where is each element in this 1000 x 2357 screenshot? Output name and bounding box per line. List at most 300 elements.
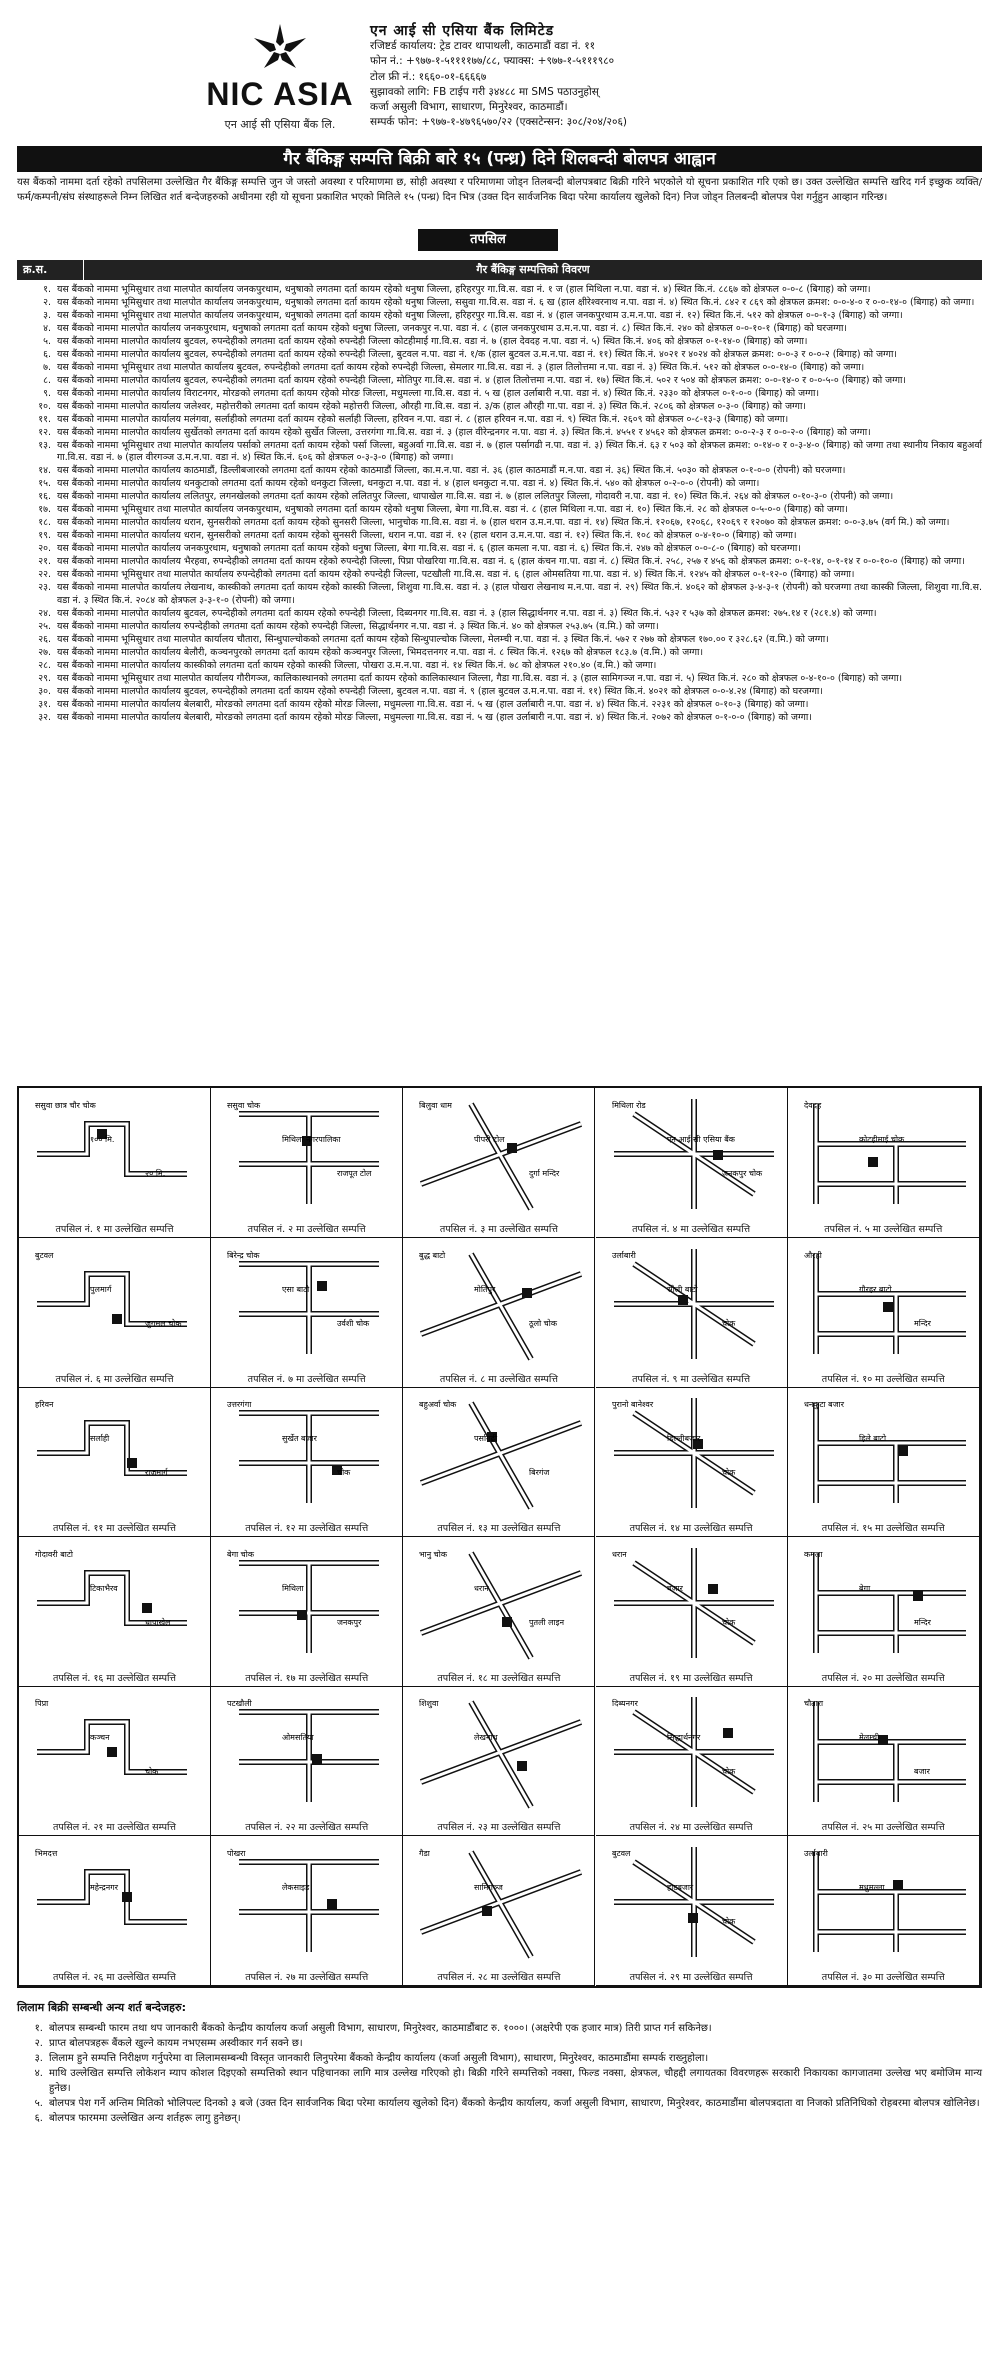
row-description: यस बैंकको नाममा मालपोत कार्यालय कास्कीको लगतमा दर्ता कायम रहेको कास्की जिल्ला, पोखरा उ.म.न.पा. वडा नं. १४ स्थित कि.नं. ७८ को क्षेत्रफल २१०.४० (व.मि.) को जग्गा।	[57, 659, 657, 671]
map-drawing	[796, 1244, 972, 1362]
row-number: २८.	[38, 659, 51, 671]
map-label: ससुवा छात्र चौर चोक	[35, 1101, 96, 1110]
map-label: कमला	[803, 1549, 823, 1559]
map-label: उर्लाबारी	[803, 1849, 828, 1858]
map-label: जनकपुर चोक	[721, 1169, 762, 1178]
map-drawing	[219, 1842, 395, 1960]
row-number: २४.	[38, 607, 51, 619]
map-drawing	[411, 1842, 587, 1960]
table-row	[17, 621, 982, 634]
table-row	[17, 414, 982, 427]
location-map	[211, 1537, 403, 1687]
road-line-inner	[421, 1403, 581, 1508]
info-line: कर्जा असुली विभाग, साधारण, मिनुरेश्वर, काठमाडौं।	[370, 101, 568, 114]
map-drawing	[604, 1842, 780, 1960]
map-label: राजमार्ग	[145, 1468, 168, 1478]
row-number: ६.	[43, 348, 51, 360]
row-description: यस बैंकको नाममा भूमिसुधार तथा मालपोत कार्यालय पर्साको लगतमा दर्ता कायम रहेको पर्सा जिल्ला, बहुअर्वा गा.वि.स. वडा नं. ७ (हाल पर्सागढी न.पा. वडा नं. ३) स्थित कि.नं. ६३ र ५०३ को क्षेत्रफल क्रमश: ०-१४-० र ०-३-४-० (बिगाह) को जग्गा तथा स्थानीय निकाय बहुअर्वा गा.वि.स. वडा नं. ७ (हाल वीरगञ्ज उ.म.न.पा. वडा नं. ४) स्थित कि.नं. ६०६ को क्षेत्रफल ०-३-३-० (बिगाह) को जग्गा।	[57, 439, 982, 464]
row-description: यस बैंकको नाममा मालपोत कार्यालय धनकुटाको लगतमा दर्ता कायम रहेको धनकुटा जिल्ला, धनकुटा न.पा. वडा नं. ४ (हाल धनकुटा न.पा. वडा नं. ४) स्थित कि.नं. ५४० को क्षेत्रफल ०-२-०-० (रोपनी) को जग्गा।	[57, 478, 760, 490]
property-marker-icon	[297, 1610, 307, 1620]
bank-logo	[205, 22, 354, 132]
road-line-inner	[816, 1852, 966, 1952]
location-map	[19, 1088, 211, 1238]
property-marker-icon	[107, 1747, 117, 1757]
term-item	[17, 2051, 982, 2066]
term-number: ३.	[34, 2053, 43, 2064]
table-row	[17, 608, 982, 621]
map-label: बजार	[913, 1767, 930, 1777]
table-row	[17, 673, 982, 686]
term-item	[17, 2096, 982, 2111]
map-drawing	[411, 1393, 587, 1511]
row-description: यस बैंकको नाममा मालपोत कार्यालय धरान, सुनसरीको लगतमा दर्ता कायम रहेको सुनसरी जिल्ला, धरान न.पा. वडा नं. १२ (हाल धरान उ.म.न.पा. वडा नं. १२) स्थित कि.नं. १०८ को क्षेत्रफल ०-४-१०-० (बिगाह) को जग्गा।	[57, 530, 797, 542]
road-line-inner	[611, 1249, 774, 1359]
map-label: शिशुवा	[419, 1699, 439, 1709]
logo-wordmark: NIC ASIA	[206, 76, 354, 112]
road-line-inner	[421, 1254, 581, 1359]
map-caption: तपसिल नं. २६ मा उल्लेखित सम्पत्ति	[53, 1972, 176, 1983]
row-number: १२.	[38, 426, 51, 438]
road-line	[816, 1852, 966, 1952]
location-map	[211, 1686, 403, 1836]
table-row	[17, 427, 982, 440]
map-label: टिकाभैरव	[90, 1583, 118, 1593]
map-label: लेखनाथ	[474, 1733, 498, 1743]
map-label: पुलमार्ग	[90, 1284, 112, 1294]
map-caption: तपसिल नं. ५ मा उल्लेखित सम्पत्ति	[824, 1224, 943, 1235]
location-map	[596, 1387, 788, 1537]
map-label: १०० मि.	[90, 1135, 115, 1144]
row-number: २.	[43, 296, 51, 308]
term-item	[17, 2111, 982, 2126]
map-label: लेकसाइड	[282, 1883, 310, 1892]
road-line-inner	[611, 1847, 774, 1957]
road-line-inner	[37, 1573, 187, 1623]
column-header-description: गैर बैंकिङ्ग सम्पत्तिको विवरण	[476, 263, 590, 276]
row-description: यस बैंकको नाममा मालपोत कार्यालय ललितपुर, लगनखेलको लगतमा दर्ता कायम रहेको ललितपुर जिल्ला, धापाखेल गा.वि.स. वडा नं. ७ (हाल ललितपुर जिल्ला, गोदावरी न.पा. वडा नं. १०) स्थित कि.नं. २६४ को क्षेत्रफल ०-१०-३-० (रोपनी) को जग्गा।	[57, 491, 894, 503]
row-description: यस बैंकको नाममा मालपोत कार्यालय जलेश्वर, महोत्तरीको लगतमा दर्ता कायम रहेको महोत्तरी जिल्ला, औरही गा.वि.स. वडा नं. ३/क (हाल औरही गा.पा. वडा नं. ३) स्थित कि.नं. २८०६ को क्षेत्रफल ०-३-० (बिगाह) को जग्गा।	[57, 400, 806, 412]
map-drawing	[796, 1393, 972, 1511]
map-drawing	[604, 1244, 780, 1362]
row-number: २०.	[38, 543, 51, 555]
map-label: हिले बाटो	[858, 1434, 886, 1444]
map-label: सर्लाही	[90, 1434, 110, 1444]
row-number: १६.	[38, 491, 51, 503]
road-line-inner	[37, 1124, 187, 1174]
row-description: यस बैंकको नाममा मालपोत कार्यालय बेलबारी, मोरङको लगतमा दर्ता कायम रहेको मोरङ जिल्ला, मधुमल्ला गा.वि.स. वडा नं. ५ ख (हाल उर्लाबारी न.पा. वडा नं. ४) स्थित कि.नं. २०७२ को क्षेत्रफल ०-१-०-० (बिगाह) को जग्गा।	[57, 711, 812, 723]
road-line	[37, 1573, 187, 1623]
table-row	[17, 543, 982, 556]
map-label: एन आई सी एसिया बैंक	[666, 1135, 735, 1144]
row-description: यस बैंकको नाममा मालपोत कार्यालय रुपन्देहीको लगतमा दर्ता कायम रहेको रुपन्देही जिल्ला, सिद्धार्थनगर न.पा. वडा नं. ३ स्थित कि.नं. ४० को क्षेत्रफल २५३.७५ (व.मि.) को जग्गा।	[57, 620, 659, 632]
row-description: यस बैंकको नाममा मालपोत कार्यालय बुटवल, रुपन्देहीको लगतमा दर्ता कायम रहेको रुपन्देही जिल्ला, बुटवल न.पा. वडा नं. ९ (हाल बुटवल उ.म.न.पा. वडा नं. ११) स्थित कि.नं. ४०२१ को क्षेत्रफल ०-०-४.२४ (बिगाह) को घरजग्गा।	[57, 685, 823, 697]
map-label: दुर्गा मन्दिर	[529, 1169, 560, 1178]
road-line-inner	[239, 1114, 379, 1204]
road-line-inner	[421, 1702, 581, 1807]
map-label: रंगेली बाटो	[666, 1284, 698, 1294]
map-drawing	[796, 1094, 972, 1212]
map-label: बुद्ध बाटो	[419, 1250, 446, 1260]
row-description: यस बैंकको नाममा भूमिसुधार तथा मालपोत कार्यालय जनकपुरधाम, धनुषाको लगतमा दर्ता कायम रहेको धनुषा जिल्ला, हरिहरपुर गा.वि.स. वडा नं. १ ज (हाल मिथिला न.पा. वडा नं. ४) स्थित कि.नं. ८८६७ को क्षेत्रफल ०-०-८ (बिगाह) को जग्गा।	[57, 284, 871, 295]
row-description: यस बैंकको नाममा मालपोत कार्यालय काठमाडौं, डिल्लीबजारको लगतमा दर्ता कायम रहेको काठमाडौं जिल्ला, का.म.न.पा. वडा नं. ३६ (हाल काठमाडौं म.न.पा. वडा नं. ३६) स्थित कि.नं. ५०३० को क्षेत्रफल ०-१-०-० (रोपनी) को घरजग्गा।	[57, 465, 846, 477]
property-marker-icon	[713, 1150, 723, 1160]
table-row	[17, 465, 982, 478]
map-caption: तपसिल नं. १ मा उल्लेखित सम्पत्ति	[55, 1224, 174, 1235]
map-drawing	[411, 1094, 587, 1212]
map-label: पर्सागढी	[474, 1434, 498, 1444]
row-description: यस बैंकको नाममा मालपोत कार्यालय बेलौरी, कञ्चनपुरको लगतमा दर्ता कायम रहेको कञ्चनपुर जिल्ला, भिमदत्तनगर न.पा. वडा नं. ८ स्थित कि.नं. १२६७ को क्षेत्रफल १८३.७ (व.मि.) को जग्गा।	[57, 646, 704, 658]
map-drawing	[27, 1244, 203, 1362]
property-marker-icon	[507, 1143, 517, 1153]
map-label: मिथिला नगरपालिका	[282, 1135, 341, 1144]
road-line-inner	[239, 1862, 379, 1952]
table-row	[17, 388, 982, 401]
row-number: ७.	[43, 361, 51, 373]
row-description: यस बैंकको नाममा भूमिसुधार तथा मालपोत कार्यालय चौतारा, सिन्धुपाल्चोकको लगतमा दर्ता कायम रहेको सिन्धुपाल्चोक जिल्ला, मेलम्ची न.पा. वडा नं. ३ स्थित कि.नं. ५७२ र २७७ को क्षेत्रफल १७०.०० र ३२८.६२ (व.मि.) को जग्गा।	[57, 633, 829, 645]
map-label: गौरहर बाटो	[858, 1284, 892, 1294]
map-drawing	[411, 1692, 587, 1810]
map-label: सामिगञ्ज	[474, 1883, 504, 1892]
property-marker-icon	[893, 1880, 903, 1890]
term-number: २.	[34, 2038, 43, 2049]
map-drawing	[411, 1244, 587, 1362]
road-line	[37, 1423, 187, 1473]
property-marker-icon	[868, 1157, 878, 1167]
map-caption: तपसिल नं. २२ मा उल्लेखित सम्पत्ति	[245, 1822, 369, 1834]
map-label: मिथिला रोड	[611, 1101, 646, 1110]
row-description: यस बैंकको नाममा मालपोत कार्यालय सुर्खेतको लगतमा दर्ता कायम रहेको सुर्खेत जिल्ला, उत्तरगंगा गा.वि.स. वडा नं. ३ (हाल वीरेन्द्रनगर न.पा. वडा नं. ३) स्थित कि.नं. ४५५१ र ४५६२ को क्षेत्रफल क्रमश: ०-०-२-३ र ०-०-२-० (बिगाह) को जग्गा।	[57, 426, 871, 438]
row-number: २७.	[38, 646, 51, 658]
map-label: बिरेन्द्र चोक	[227, 1250, 260, 1260]
location-map	[403, 1238, 595, 1388]
road-line-inner	[239, 1712, 379, 1802]
road-line-inner	[239, 1413, 379, 1503]
map-drawing	[796, 1842, 972, 1960]
row-description: यस बैंकको नाममा भूमिसुधार तथा मालपोत कार्यालय रुपन्देहीको लगतमा दर्ता कायम रहेको रुपन्देही जिल्ला, पटखौली गा.वि.स. वडा नं. ६ (हाल ओमसतिया गा.पा. वडा नं. ४) स्थित कि.नं. १२४५ को क्षेत्रफल ०-१-१२-० (बिगाह) को जग्गा।	[57, 569, 855, 581]
map-drawing	[604, 1094, 780, 1212]
row-description: यस बैंकको नाममा भूमिसुधार तथा मालपोत कार्यालय बुटवल, रुपन्देहीको लगतमा दर्ता कायम रहेको रुपन्देही जिल्ला, सेमलार गा.वि.स. वडा नं. ३ (हाल तिलोत्तमा न.पा. वडा नं. ३) स्थित कि.नं. ५१२ को क्षेत्रफल ०-०-१४-० (बिगाह) को जग्गा।	[57, 361, 865, 373]
row-number: २६.	[38, 633, 51, 645]
map-caption: तपसिल नं. ७ मा उल्लेखित सम्पत्ति	[247, 1373, 366, 1385]
map-label: पुतली लाइन	[529, 1617, 565, 1627]
road-line	[816, 1553, 966, 1653]
row-number: १४.	[38, 465, 51, 477]
table-row	[17, 401, 982, 414]
nic-asia-logo-icon	[250, 22, 310, 72]
table-row	[17, 647, 982, 660]
map-label: पीपरी टोल	[474, 1135, 505, 1144]
map-label: धरान	[474, 1583, 490, 1593]
map-label: बेगा	[858, 1583, 870, 1593]
row-description: यस बैंकको नाममा मालपोत कार्यालय बुटवल, रुपन्देहीको लगतमा दर्ता कायम रहेको रुपन्देही जिल्ला, दिब्यनगर गा.वि.स. वडा नं. ३ (हाल सिद्धार्थनगर न.पा. वडा नं. ३) स्थित कि.नं. ५३२ र ५३७ को क्षेत्रफल क्रमश: २७५.१४ र (२८१.४) को जग्गा।	[57, 607, 877, 619]
road-line-inner	[816, 1702, 966, 1802]
map-label: हरिवन	[35, 1400, 54, 1410]
row-description: यस बैंकको नाममा भूमिसुधार तथा मालपोत कार्यालय जनकपुरधाम, धनुषाको लगतमा दर्ता कायम रहेको धनुषा जिल्ला, हरिहरपुर गा.वि.स. वडा नं. ४ (हाल जनकपुरधाम उ.म.न.पा. वडा नं. १२) स्थित कि.नं. ५१२ को क्षेत्रफल ०-०-१-३ (बिगाह) को जग्गा।	[57, 309, 903, 321]
location-map	[788, 1387, 980, 1537]
term-text: बोलपत्र सम्बन्धी फारम तथा थप जानकारी बैंकको केन्द्रीय कार्यालय कर्जा असुली विभाग, साधारण, मिनुरेश्वर, काठमाडौंबाट रु. १०००। (अक्षरेपी एक हजार मात्र) तिरी प्राप्त गर्न सकिनेछ।	[49, 2023, 712, 2034]
map-label: २० मि.	[145, 1169, 166, 1178]
location-map	[211, 1238, 403, 1388]
map-label: जनकपुर	[337, 1617, 362, 1627]
schedule-heading: तपसिल	[418, 229, 558, 251]
map-label: पिप्रा	[35, 1699, 49, 1709]
table-row	[17, 349, 982, 362]
map-label: बिलुवा धाम	[419, 1101, 453, 1110]
bank-contact-info	[370, 24, 810, 130]
intro-paragraph: यस बैंकको नाममा दर्ता रहेको तपसिलमा उल्लेखित गैर बैंकिङ्ग सम्पत्ति जुन जे जस्तो अवस्था र परिमाणमा छ, सोही अवस्था र परिमाणमा जोड्न तिलबन्दी बोलपत्रबाट बिक्री गरिने भएकोले यो सूचना प्रकाशित गरि एको छ। उक्त उल्लेखित सम्पत्ति खरिद गर्न इच्छुक व्यक्ति/फर्म/कम्पनी/संघ संस्थाहरूले निम्न लिखित शर्त बन्देजहरुको अधीनमा रही यो सूचना प्रकाशित भएको मितिले १५ (पन्ध्र) दिन भित्र (उक्त दिन सार्वजनिक बिदा परेमा कार्यालय खुलेको दिन) निज जोड्न तिलबन्दी बोलपत्र पेश गर्नुहुन आव्हान गरिन्छ।	[17, 177, 982, 203]
map-caption: तपसिल नं. १४ मा उल्लेखित सम्पत्ति	[629, 1523, 753, 1535]
map-label: पोखरा	[227, 1849, 246, 1858]
map-label: चोक	[721, 1917, 735, 1926]
property-marker-icon	[327, 1899, 337, 1909]
location-maps-grid	[17, 1086, 982, 1988]
map-drawing	[27, 1543, 203, 1661]
row-number: १५.	[38, 478, 51, 490]
map-label: चोक	[721, 1468, 735, 1478]
map-label: मेलम्ची	[858, 1733, 879, 1743]
map-label: गोदावरी बाटो	[35, 1549, 73, 1559]
term-text: बोलपत्र फारममा उल्लेखित अन्य शर्तहरू लागु हुनेछन्।	[49, 2113, 241, 2124]
property-marker-icon	[883, 1302, 893, 1312]
property-marker-icon	[898, 1446, 908, 1456]
map-drawing	[796, 1543, 972, 1661]
map-drawing	[219, 1094, 395, 1212]
map-drawing	[219, 1393, 395, 1511]
location-map	[596, 1238, 788, 1388]
map-caption: तपसिल नं. ३ मा उल्लेखित सम्पत्ति	[439, 1224, 558, 1235]
map-label: मधुमल्ला	[858, 1883, 885, 1892]
terms-list	[17, 2021, 982, 2126]
map-caption: तपसिल नं. २९ मा उल्लेखित सम्पत्ति	[629, 1972, 753, 1983]
map-label: एसा बाटो	[282, 1284, 310, 1294]
row-description: यस बैंकको नाममा मालपोत कार्यालय बुटवल, रुपन्देहीको लगतमा दर्ता कायम रहेको रुपन्देही जिल्ला, मोतिपुर गा.वि.स. वडा नं. ४ (हाल तिलोत्तमा न.पा. वडा नं. १७) स्थित कि.नं. ५०२ र ५०४ को क्षेत्रफल क्रमश: ०-०-१४-० र ०-०-५-० (बिगाह) को जग्गा।	[57, 374, 906, 386]
row-number: ९.	[43, 387, 51, 399]
map-caption: तपसिल नं. २४ मा उल्लेखित सम्पत्ति	[629, 1822, 753, 1834]
table-row	[17, 530, 982, 543]
terms-title: लिलाम बिक्री सम्बन्धी अन्य शर्त बन्देजहरु:	[17, 2001, 186, 2014]
map-label: कञ्चन	[90, 1733, 110, 1743]
road-line-inner	[37, 1872, 187, 1922]
road-line-inner	[239, 1563, 379, 1653]
road-line	[816, 1702, 966, 1802]
map-label: पुरानो बानेश्वर	[611, 1400, 653, 1410]
map-label: बुटवल	[35, 1250, 54, 1260]
road-line-inner	[611, 1398, 774, 1508]
map-caption: तपसिल नं. ६ मा उल्लेखित सम्पत्ति	[55, 1373, 174, 1385]
map-caption: तपसिल नं. २३ मा उल्लेखित सम्पत्ति	[437, 1822, 561, 1834]
notice-title: गैर बैंकिङ्ग सम्पत्ति बिक्री बारे १५ (पन्ध्र) दिने शिलबन्दी बोलपत्र आह्वान	[17, 146, 982, 172]
map-label: जुगमल चोक	[145, 1318, 182, 1328]
map-caption: तपसिल नं. १२ मा उल्लेखित सम्पत्ति	[245, 1523, 369, 1535]
map-caption: तपसिल नं. ४ मा उल्लेखित सम्पत्ति	[632, 1224, 751, 1235]
row-description: यस बैंकको नाममा मालपोत कार्यालय लेखनाथ, कास्कीको लगतमा दर्ता कायम रहेको कास्की जिल्ला, शिशुवा गा.वि.स. वडा नं. ३ (हाल पोखरा लेखनाथ म.न.पा. वडा नं. २९) स्थित कि.नं. ४०६२ को क्षेत्रफल ३-४-३-१ (रोपनी) को घरजग्गा तथा कास्की जिल्ला, शिशुवा गा.वि.स. वडा नं. ३ स्थित कि.नं. २०८४ को क्षेत्रफल ३-३-१-० (रोपनी) को जग्गा।	[57, 582, 982, 606]
map-drawing	[604, 1692, 780, 1810]
map-label: मन्दिर	[913, 1617, 931, 1627]
property-marker-icon	[482, 1906, 492, 1916]
map-caption: तपसिल नं. २० मा उल्लेखित सम्पत्ति	[821, 1672, 945, 1684]
row-number: ५.	[43, 335, 51, 347]
row-number: ३०.	[38, 685, 51, 697]
map-drawing	[411, 1543, 587, 1661]
property-marker-icon	[522, 1288, 532, 1298]
row-number: २२.	[38, 569, 51, 581]
row-description: यस बैंकको नाममा भूमिसुधार तथा मालपोत कार्यालय जनकपुरधाम, धनुषाको लगतमा दर्ता कायम रहेको धनुषा जिल्ला, ससुवा गा.वि.स. वडा नं. ६ ख (हाल क्षीरेश्वरनाथ न.पा. वडा नं. ४) स्थित कि.नं. ८४२ र ८६९ को क्षेत्रफल क्रमश: ०-०-४-० र ०-०-१४-० (बिगाह) को जग्गा।	[57, 296, 975, 308]
road-line-inner	[421, 1852, 581, 1957]
map-drawing	[27, 1842, 203, 1960]
map-caption: तपसिल नं. ८ मा उल्लेखित सम्पत्ति	[439, 1373, 558, 1385]
property-marker-icon	[127, 1458, 137, 1468]
table-row	[17, 660, 982, 673]
map-caption: तपसिल नं. १५ मा उल्लेखित सम्पत्ति	[821, 1523, 945, 1535]
header	[0, 0, 1000, 140]
map-label: ओमसतिया	[282, 1733, 314, 1743]
road-line-inner	[816, 1104, 966, 1204]
road-line-inner	[421, 1553, 581, 1658]
table-row	[17, 582, 982, 607]
map-drawing	[604, 1393, 780, 1511]
property-marker-icon	[517, 1761, 527, 1771]
map-drawing	[219, 1543, 395, 1661]
term-text: प्राप्त बोलपत्रहरू बैंकले खुल्ने कायम नभएसम्म अस्वीकार गर्न सक्ने छ।	[49, 2038, 303, 2049]
map-label: औरही	[803, 1250, 822, 1260]
row-number: ३.	[43, 309, 51, 321]
schedule-rows	[17, 284, 982, 725]
location-map	[211, 1387, 403, 1537]
location-map	[19, 1836, 211, 1986]
map-label: देवदह	[803, 1101, 821, 1110]
logo-subtitle: एन आई सी एसिया बैंक लि.	[224, 118, 336, 131]
map-label: बुटवल	[611, 1849, 631, 1858]
term-number: १.	[34, 2023, 43, 2034]
table-row	[17, 699, 982, 712]
info-line: रजिष्टर्ड कार्यालय: ट्रेड टावर थापाथली, काठमाडौं वडा नं. ११	[370, 40, 596, 53]
map-caption: तपसिल नं. १३ मा उल्लेखित सम्पत्ति	[437, 1523, 561, 1535]
map-label: चोक	[721, 1318, 735, 1328]
map-label: मन्दिर	[913, 1318, 931, 1328]
map-caption: तपसिल नं. २५ मा उल्लेखित सम्पत्ति	[821, 1822, 945, 1834]
map-label: चोक	[145, 1767, 159, 1777]
table-row	[17, 310, 982, 323]
property-marker-icon	[122, 1892, 132, 1902]
location-map	[19, 1238, 211, 1388]
row-number: १.	[43, 284, 51, 295]
row-description: यस बैंकको नाममा मालपोत कार्यालय जनकपुरधाम, धनुषाको लगतमा दर्ता कायम रहेको धनुषा जिल्ला, बेगा गा.वि.स. वडा नं. ६ (हाल कमला न.पा. वडा नं. ६) स्थित कि.नं. २४७ को क्षेत्रफल ०-०-८-० (बिगाह) को घरजग्गा।	[57, 543, 801, 555]
row-description: यस बैंकको नाममा मालपोत कार्यालय मलंगवा, सर्लाहीको लगतमा दर्ता कायम रहेको सर्लाही जिल्ला, हरिवन न.पा. वडा नं. ८ (हाल हरिवन न.पा. वडा नं. ९) स्थित कि.नं. २६०९ को क्षेत्रफल ०-८-१३-३ (बिगाह) को जग्गा।	[57, 413, 789, 425]
info-line: फोन नं.: +९७७-१-५११११७७/८८, फ्याक्स: +९७७-१-५१११९८०	[370, 55, 615, 68]
term-item	[17, 2066, 982, 2096]
row-number: २५.	[38, 620, 51, 632]
term-text: बोलपत्र पेश गर्ने अन्तिम मितिको भोलिपल्ट दिनको ३ बजे (उक्त दिन सार्वजनिक बिदा परेमा कार्यालय खुलेको दिन) बैंकको केन्द्रीय कार्यालय, कर्जा असुली विभाग, साधारण, मिनुरेश्वर, काठमाडौंमा बोलपत्रदाता वा निजको प्रतिनिधिको रोहबरमा बोलपत्र खोलिनेछ।	[49, 2098, 980, 2109]
map-label: राजपूत टोल	[337, 1169, 372, 1178]
table-row	[17, 634, 982, 647]
location-map	[596, 1836, 788, 1986]
road-line-inner	[816, 1403, 966, 1503]
row-number: २१.	[38, 556, 51, 568]
map-drawing	[27, 1692, 203, 1810]
map-caption: तपसिल नं. २१ मा उल्लेखित सम्पत्ति	[53, 1822, 176, 1834]
row-number: ११.	[38, 413, 51, 425]
map-caption: तपसिल नं. २८ मा उल्लेखित सम्पत्ति	[437, 1972, 561, 1983]
row-description: यस बैंकको नाममा मालपोत कार्यालय बेलबारी, मोरङको लगतमा दर्ता कायम रहेको मोरङ जिल्ला, मधुमल्ला गा.वि.स. वडा नं. ५ ख (हाल उर्लाबारी न.पा. वडा नं. ४) स्थित कि.नं. २२३१ को क्षेत्रफल ०-१०-३ (बिगाह) को जग्गा।	[57, 698, 809, 710]
column-header-number: क्र.स.	[17, 260, 84, 280]
map-label: उर्लाबारी	[611, 1250, 636, 1260]
map-caption: तपसिल नं. २७ मा उल्लेखित सम्पत्ति	[245, 1972, 369, 1983]
table-row	[17, 336, 982, 349]
property-marker-icon	[317, 1281, 327, 1291]
table-row	[17, 504, 982, 517]
row-description: यस बैंकको नाममा भूमिसुधार तथा मालपोत कार्यालय जनकपुरधाम, धनुषाको लगतमा दर्ता कायम रहेको धनुषा जिल्ला, बेगा गा.वि.स. वडा नं. ८ (हाल मिथिला न.पा. वडा नं. १०) स्थित कि.नं. २८ को क्षेत्रफल ०-५-०-० (बिगाह) को जग्गा।	[57, 504, 848, 516]
map-label: हाटबजार	[666, 1883, 693, 1892]
property-marker-icon	[678, 1295, 688, 1305]
row-number: ४.	[43, 322, 51, 334]
map-label: भिमदत्त	[35, 1849, 58, 1858]
map-caption: तपसिल नं. १८ मा उल्लेखित सम्पत्ति	[437, 1672, 561, 1684]
road-line-inner	[421, 1104, 581, 1209]
table-row	[17, 362, 982, 375]
row-number: ८.	[43, 374, 51, 386]
map-caption: तपसिल नं. १९ मा उल्लेखित सम्पत्ति	[629, 1672, 753, 1684]
row-number: १७.	[38, 504, 51, 516]
road-line-inner	[239, 1264, 379, 1354]
term-number: ५.	[34, 2098, 43, 2109]
location-map	[596, 1088, 788, 1238]
road-line-inner	[816, 1553, 966, 1653]
property-marker-icon	[708, 1584, 718, 1594]
map-caption: तपसिल नं. २ मा उल्लेखित सम्पत्ति	[247, 1224, 366, 1235]
row-description: यस बैंकको नाममा मालपोत कार्यालय जनकपुरधाम, धनुषाको लगतमा दर्ता कायम रहेको धनुषा जिल्ला, जनकपुर न.पा. वडा नं. ८ (हाल जनकपुरधाम उ.म.न.पा. वडा नं. ८) स्थित कि.नं. २४० को क्षेत्रफल ०-०-१०-१ (बिगाह) को घरजग्गा।	[57, 322, 847, 334]
map-label: कोटहीमाई चोक	[858, 1135, 904, 1144]
map-label: गैडा	[419, 1849, 431, 1858]
property-marker-icon	[688, 1913, 698, 1923]
property-marker-icon	[112, 1314, 122, 1324]
map-drawing	[219, 1244, 395, 1362]
info-line: टोल फ्री नं.: १६६०-०१-६६६६७	[370, 70, 487, 83]
road-line	[816, 1104, 966, 1204]
map-caption: तपसिल नं. ९ मा उल्लेखित सम्पत्ति	[632, 1373, 751, 1385]
map-label: चोक	[337, 1468, 351, 1478]
location-map	[788, 1836, 980, 1986]
location-map	[403, 1088, 595, 1238]
term-number: ४.	[34, 2068, 43, 2079]
info-line: सम्पर्क फोन: +९७७-१-४७९६५७०/२२ (एक्सटेन्सन: ३०८/२०४/२०६)	[370, 116, 628, 129]
road-line-inner	[611, 1099, 774, 1209]
schedule-table-header	[17, 260, 982, 280]
map-label: ससुवा चोक	[227, 1101, 261, 1110]
location-map	[788, 1686, 980, 1836]
row-description: यस बैंकको नाममा मालपोत कार्यालय बुटवल, रुपन्देहीको लगतमा दर्ता कायम रहेको रुपन्देही जिल्ला, बुटवल न.पा. वडा नं. १/क (हाल बुटवल उ.म.न.पा. वडा नं. ११) स्थित कि.नं. ४०२१ र ४०२४ को क्षेत्रफल क्रमश: ०-०-३ र ०-०-२ (बिगाह) को जग्गा।	[57, 348, 897, 360]
road-line	[37, 1124, 187, 1174]
term-text: लिलाम हुने सम्पत्ति निरीक्षण गर्नुपरेमा वा लिलामसम्बन्धी विस्तृत जानकारी लिनुपरेमा बैंकको केन्द्रीय कार्यालय (कर्जा असुली विभाग), साधारण, मिनुरेश्वर, काठमाडौंमा सम्पर्क राख्नुहोला।	[49, 2053, 709, 2064]
map-label: बिरगंज	[529, 1468, 550, 1478]
location-map	[403, 1537, 595, 1687]
location-map	[211, 1088, 403, 1238]
row-description: यस बैंकको नाममा भूमिसुधार तथा मालपोत कार्यालय गौरीगञ्ज, कालिकास्थानको लगतमा दर्ता कायम रहेको कालिकास्थान जिल्ला, गैडा गा.वि.स. वडा नं. ३ (हाल सामिगञ्ज न.पा. वडा नं. ५) स्थित कि.नं. २८० को क्षेत्रफल ०-४-१०-० (बिगाह) को जग्गा।	[57, 672, 903, 684]
term-text: माथि उल्लेखित सम्पत्ति लोकेशन म्याप कोशल दिइएको सम्पत्तिको स्थान पहिचानका लागि मात्र उल्लेख गरिएको हो। बिक्री गरिने सम्पत्तिको नक्सा, फिल्ड नक्सा, क्षेत्रफल, चौहद्दी लगायतका विवरणहरू सरकारी निकायका कागजातमा उल्लेख भए बमोजिम मान्य हुनेछ।	[49, 2068, 982, 2094]
road-line-inner	[611, 1697, 774, 1807]
map-label: भानु चोक	[419, 1549, 448, 1559]
row-description: यस बैंकको नाममा मालपोत कार्यालय भैरहवा, रुपन्देहीको लगतमा दर्ता कायम रहेको रुपन्देही जिल्ला, पिप्रा पोखरिया गा.वि.स. वडा नं. ६ (हाल कंचन गा.पा. वडा नं. ८) स्थित कि.नं. २५८, २५७ र ४५६ को क्षेत्रफल क्रमश: ०-१-१४, ०-१-१४ र ०-०-१०-० (बिगाह) को जग्गा।	[57, 556, 965, 568]
map-label: चोक	[721, 1767, 735, 1777]
table-row	[17, 375, 982, 388]
location-map	[403, 1686, 595, 1836]
row-number: ३१.	[38, 698, 51, 710]
map-label: मोतिपुर	[474, 1284, 496, 1294]
map-label: ठूलो चोक	[529, 1318, 558, 1328]
map-label: धापाखेल	[145, 1617, 171, 1627]
road-line-inner	[37, 1423, 187, 1473]
map-drawing	[219, 1692, 395, 1810]
map-label: मिथिला	[282, 1583, 304, 1593]
